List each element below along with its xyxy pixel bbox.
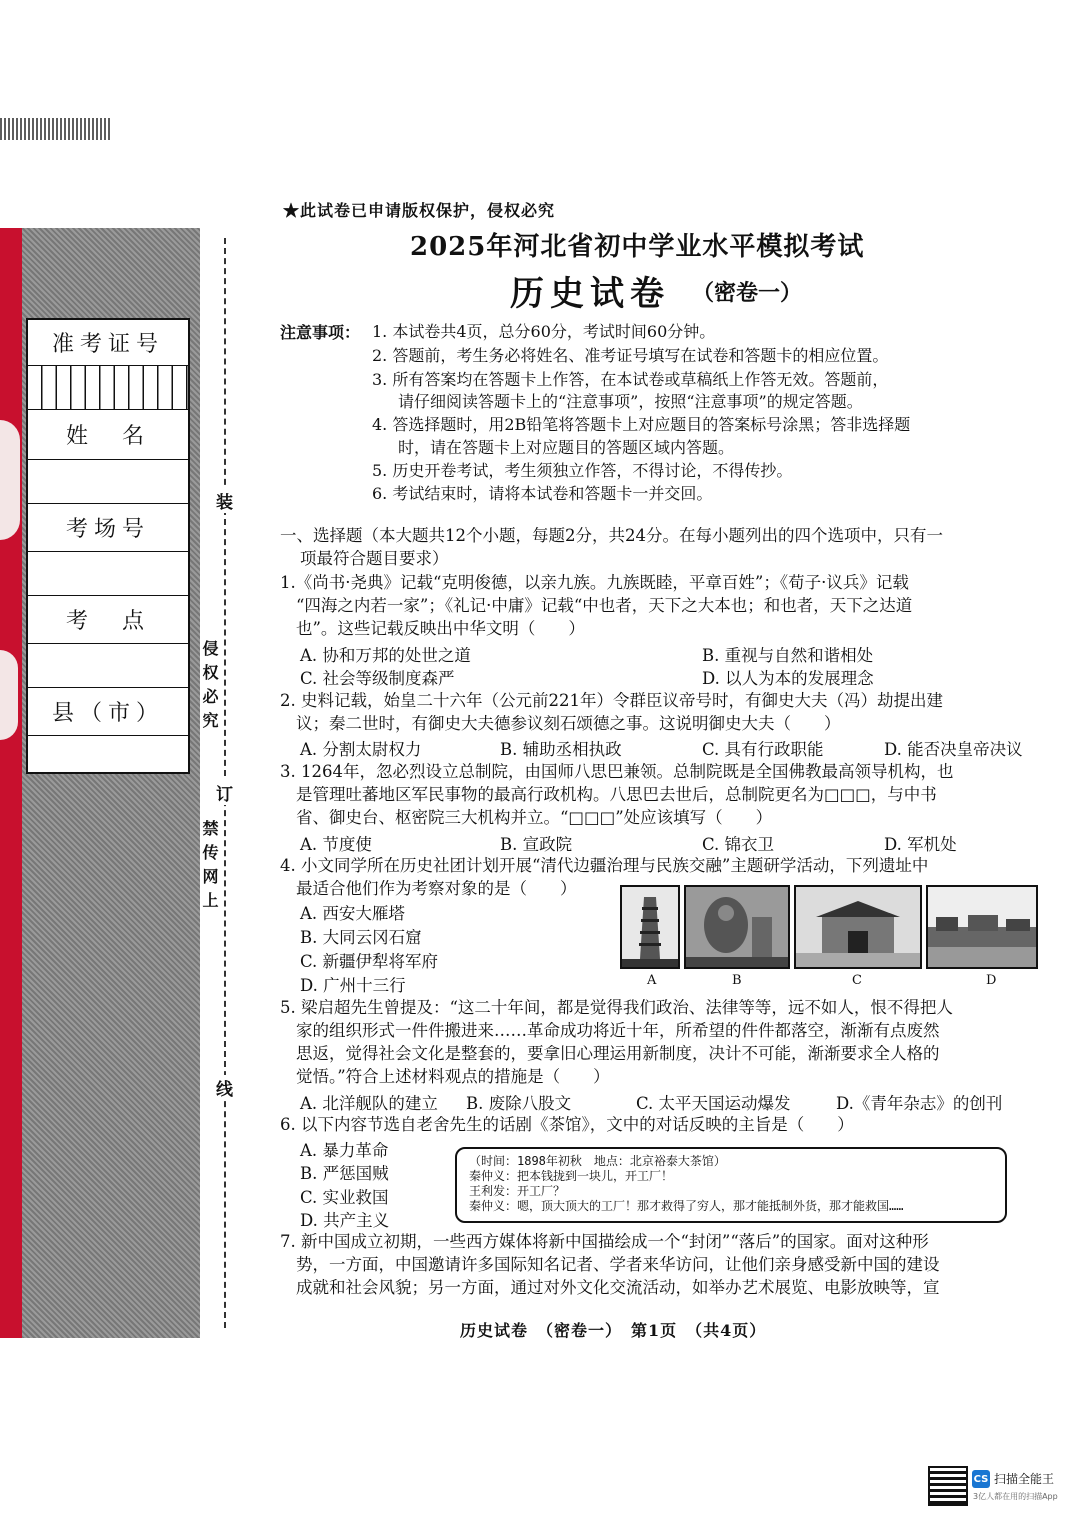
question-5-line: 思返，觉得社会文化是整套的，要拿旧心理运用新制度，决计不可能，渐渐要求全人格的: [296, 1044, 940, 1063]
question-7-line: 7. 新中国成立初期，一些西方媒体将新中国描绘成一个“封闭”“落后”的国家。面对这种形: [280, 1232, 929, 1251]
note-item: 3. 所有答案均在答题卡上作答，在本试卷或草稿纸上作答无效。答题前，: [372, 370, 889, 389]
cover-highlight: [0, 420, 20, 540]
scanner-logo-icon: CS: [972, 1470, 990, 1488]
question-5-line: 家的组织形式一件件搬进来……革命成功将近十年，所希望的件件都落空，渐渐有点废然: [296, 1021, 940, 1040]
note-item: 请仔细阅读答题卡上的“注意事项”，按照“注意事项”的规定答题。: [398, 392, 863, 411]
q1-option-d[interactable]: D. 以人为本的发展理念: [702, 669, 874, 688]
photo-label-d: D: [986, 973, 997, 988]
paper-subtitle: （密卷一）: [692, 280, 803, 306]
q5-option-b[interactable]: B. 废除八股文: [466, 1094, 572, 1113]
scanner-name: 扫描全能王: [994, 1472, 1055, 1486]
site-blank[interactable]: [28, 644, 188, 688]
scanner-tagline: 3亿人都在用的扫描App: [973, 1492, 1058, 1501]
q4-option-b[interactable]: B. 大同云冈石窟: [300, 928, 422, 947]
room-blank[interactable]: [28, 552, 188, 596]
exam-title: 2025年河北省初中学业水平模拟考试: [410, 232, 865, 262]
q3-option-d[interactable]: D. 军机处: [884, 835, 957, 854]
q4-option-d[interactable]: D. 广州十三行: [300, 976, 406, 995]
vertical-note-no-upload: 禁传网上: [200, 820, 219, 916]
field-county-label: 县（市）: [28, 688, 188, 736]
q2-option-d[interactable]: D. 能否决皇帝决议: [884, 740, 1023, 759]
question-5-line: 觉悟。”符合上述材料观点的措施是（ ）: [296, 1067, 610, 1086]
dialog-line: （时间：1898年初秋 地点：北京裕泰大茶馆）: [469, 1154, 726, 1168]
dialog-line: 王利发：开工厂？: [469, 1184, 566, 1198]
red-cover-edge: [0, 228, 22, 1338]
field-exam-number-label: 准考证号: [28, 320, 188, 366]
copyright-notice: ★此试卷已申请版权保护，侵权必究: [283, 201, 556, 220]
page-footer: 历史试卷 （密卷一） 第1页 （共4页）: [460, 1321, 767, 1340]
dialog-line: 秦仲义：嗯，顶大顶大的工厂！那才救得了穷人，那才能抵制外货，那才能救国……: [469, 1199, 904, 1213]
q1-option-b[interactable]: B. 重视与自然和谐相处: [702, 646, 874, 665]
q5-option-a[interactable]: A. 北洋舰队的建立: [300, 1094, 438, 1113]
question-4-line: 4. 小文同学所在历史社团计划开展“清代边疆治理与民族交融”主题研学活动，下列遗址中: [280, 856, 929, 875]
question-7-line: 成就和社会风貌；另一方面，通过对外文化交流活动，如举办艺术展览、电影放映等，宣: [296, 1278, 940, 1297]
section-heading-cont: 项最符合题目要求）: [300, 549, 449, 568]
paper-title: 历史试卷: [510, 274, 670, 314]
note-item: 时，请在答题卡上对应题目的答题区域内答题。: [398, 438, 735, 457]
scan-artifact: [0, 118, 110, 140]
question-1-line: 也”。这些记载反映出中华文明（ ）: [296, 619, 585, 638]
notes-label: 注意事项：: [280, 323, 361, 342]
exam-number-grid[interactable]: [28, 366, 188, 410]
field-site-label: 考 点: [28, 596, 188, 644]
q1-option-c[interactable]: C. 社会等级制度森严: [300, 669, 455, 688]
field-name-label: 姓 名: [28, 410, 188, 460]
name-blank[interactable]: [28, 460, 188, 504]
vertical-note-infringement: 侵权必究: [200, 640, 219, 736]
question-2-line: 议；秦二世时，有御史大夫德参议刻石颂德之事。这说明御史大夫（ ）: [296, 714, 841, 733]
teahouse-dialog-box: [455, 1147, 1007, 1223]
county-blank[interactable]: [28, 736, 188, 772]
q3-option-b[interactable]: B. 宣政院: [500, 835, 573, 854]
question-1-line: 1.《尚书·尧典》记载“克明俊德，以亲九族。九族既睦，平章百姓”；《荀子·议兵》记载: [280, 573, 909, 592]
q2-option-a[interactable]: A. 分割太尉权力: [300, 740, 422, 759]
question-3-line: 省、御史台、枢密院三大机构并立。“□□□”处应该填写（ ）: [296, 808, 773, 827]
question-4-line: 最适合他们作为考察对象的是（ ）: [296, 879, 577, 898]
qr-code-icon: [930, 1468, 966, 1504]
note-item: 6. 考试结束时，请将本试卷和答题卡一并交回。: [372, 484, 713, 503]
q1-option-a[interactable]: A. 协和万邦的处世之道: [300, 646, 471, 665]
q4-option-a[interactable]: A. 西安大雁塔: [300, 904, 405, 923]
binding-mark-xian: 线: [216, 1075, 233, 1100]
question-2-line: 2. 史料记载，始皇二十六年（公元前221年）令群臣议帝号时，有御史大夫（冯）劫提出建: [280, 691, 943, 710]
binding-mark-ding: 订: [216, 780, 233, 805]
note-item: 2. 答题前，考生务必将姓名、准考证号填写在试卷和答题卡的相应位置。: [372, 346, 889, 365]
section-heading: 一、选择题（本大题共12个小题，每题2分，共24分。在每小题列出的四个选项中，只有一: [280, 526, 943, 545]
photo-label-a: A: [647, 973, 657, 988]
note-item: 4. 答选择题时，用2B铅笔将答题卡上对应题目的答案标号涂黑；答非选择题: [372, 415, 911, 434]
q3-option-c[interactable]: C. 锦衣卫: [702, 835, 775, 854]
q6-option-c[interactable]: C. 实业救国: [300, 1188, 389, 1207]
question-5-line: 5. 梁启超先生曾提及：“这二十年间，都是觉得我们政治、法律等等，远不如人，恨不得把人: [280, 998, 953, 1017]
question-3-line: 3. 1264年，忽必烈设立总制院，由国师八思巴兼领。总制院既是全国佛教最高领导机构，也: [280, 762, 954, 781]
photo-general-mansion: [794, 885, 922, 969]
q5-option-c[interactable]: C. 太平天国运动爆发: [636, 1094, 791, 1113]
q6-option-b[interactable]: B. 严惩国贼: [300, 1164, 389, 1183]
question-6-line: 6. 以下内容节选自老舍先生的话剧《茶馆》，文中的对话反映的主旨是（ ）: [280, 1115, 854, 1134]
q5-option-d[interactable]: D.《青年杂志》的创刊: [836, 1094, 1003, 1113]
dialog-line: 秦仲义：把本钱拢到一块儿，开工厂！: [469, 1169, 674, 1183]
note-item: 5. 历史开卷考试，考生须独立作答，不得讨论，不得传抄。: [372, 461, 793, 480]
q2-option-c[interactable]: C. 具有行政职能: [702, 740, 824, 759]
cover-highlight: [0, 650, 18, 740]
q4-option-c[interactable]: C. 新疆伊犁将军府: [300, 952, 439, 971]
binding-mark-zhuang: 装: [216, 488, 233, 513]
note-item: 1. 本试卷共4页，总分60分，考试时间60分钟。: [372, 322, 716, 341]
candidate-info-box: [26, 318, 190, 774]
q3-option-a[interactable]: A. 节度使: [300, 835, 372, 854]
question-7-line: 势，一方面，中国邀请许多国际知名记者、学者来华访问，让他们亲身感受新中国的建设: [296, 1255, 940, 1274]
question-1-line: “四海之内若一家”；《礼记·中庸》记载“中也者，天下之大本也；和也者，天下之达道: [296, 596, 913, 615]
photo-thirteen-hongs: [926, 885, 1038, 969]
q6-option-a[interactable]: A. 暴力革命: [300, 1141, 389, 1160]
field-room-label: 考场号: [28, 504, 188, 552]
photo-label-c: C: [852, 973, 862, 988]
q2-option-b[interactable]: B. 辅助丞相执政: [500, 740, 622, 759]
photo-pagoda: [620, 885, 680, 969]
q6-option-d[interactable]: D. 共产主义: [300, 1211, 390, 1230]
question-3-line: 是管理吐蕃地区军民事物的最高行政机构。八思巴去世后，总制院更名为□□□，与中书: [296, 785, 937, 804]
photo-label-b: B: [732, 973, 742, 988]
photo-grottoes: [684, 885, 790, 969]
